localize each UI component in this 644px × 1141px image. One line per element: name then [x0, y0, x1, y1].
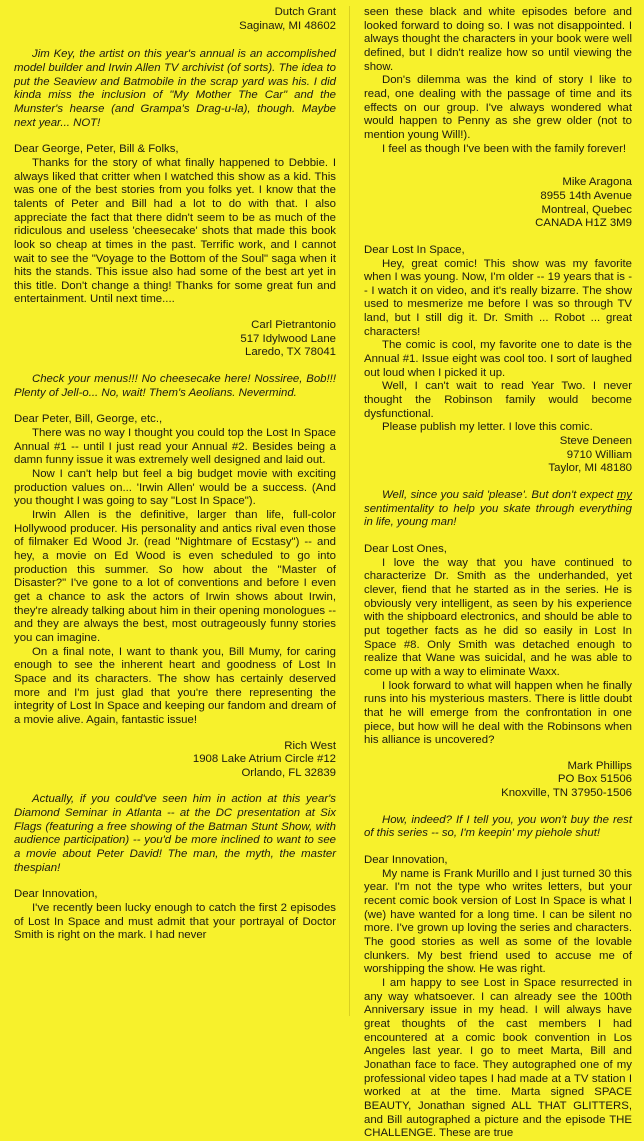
signature-address: Montreal, Quebec [541, 203, 632, 216]
editor-reply [364, 489, 632, 530]
editor-reply: Check your menus!!! No cheesecake here! Nossiree, Bob!!! Plenty of Jell-o... No, wait! Them's Aeolians. Nevermind. [14, 373, 336, 399]
letter-salutation: Dear Innovation, [14, 888, 98, 901]
letter-salutation: Dear Peter, Bill, George, etc., [14, 413, 163, 426]
signature-name: Mike Aragona [562, 176, 632, 189]
letter-paragraph: Don's dilemma was the kind of story I like to read, one dealing with the passage of time and its effects on our group. I've always wondered what would happen to Penny as she grew older (not to mention young Will!). [364, 74, 632, 141]
signature-dutch-grant [14, 6, 336, 33]
letter-salutation: Dear Innovation, [364, 854, 448, 867]
letter-paragraph: The comic is cool, my favorite one to date is the Annual #1. Issue eight was cool too. I sort of laughed out loud when I picked it up. [364, 339, 632, 379]
signature-address: 517 Idylwood Lane [240, 332, 336, 345]
letter-salutation: Dear Lost Ones, [364, 542, 447, 555]
letter-paragraph: There was no way I thought you could top the Lost In Space Annual #1 -- until I just read your Annual #2. Besides being a damn funny issue it was extremely well designed and laid out. [14, 427, 336, 467]
signature-name: Mark Phillips [567, 759, 632, 772]
signature-steve-deneen [364, 435, 632, 476]
letter-salutation: Dear Lost In Space, [364, 243, 465, 256]
letter-paragraph: Well, I can't wait to read Year Two. I never thought the Robinson family would become dysfunctional. [364, 380, 632, 420]
letter-paragraph: Irwin Allen is the definitive, larger than life, full-color Hollywood producer. His personality and antics rival even those of filmaker Ed Wood Jr. (read "Nightmare of Ecstasy") -- and hey, a movie on Ed Wood is even scheduled to go into production this summer. So how about the "Master of Disaster?" I've gone to a lot of conventions and before I even get a chance to ask the actors of Irwin shows about Irwin, they're already talking about him in their opening monologues -- and they are always the best, most outrageously funny stories you can imagine. [14, 509, 336, 644]
signature-carl-pietrantonio [14, 319, 336, 360]
letter-paragraph: I've recently been lucky enough to catch the first 2 episodes of Lost In Space and must admit that your portrayal of Doctor Smith is right on the mark. I had never [14, 902, 336, 942]
signature-name: Dutch Grant [274, 6, 336, 18]
letter-paragraph: My name is Frank Murillo and I just turned 30 this year. I'm not the type who writes letters, but your recent comic book version of Lost In Space is what I (we) have wanted for a long time. I can be silent no more. I've grown up loving the series and characters. The good stories as well as some of the lovable clunkers. My best friend used to accuse me of worshipping the show. He was right. [364, 867, 632, 976]
right-column [364, 6, 632, 1141]
letter-paragraph: On a final note, I want to thank you, Bill Mumy, for caring enough to see the inherent heart and goodness of Lost In Space and its characters. The show has certainly deserved more and I'm just glad that you're there representing the integrity of Lost In Space and keeping our fandom and dream of a movie alive. Again, fantastic issue! [14, 645, 336, 726]
letter-salutation: Dear George, Peter, Bill & Folks, [14, 143, 179, 156]
signature-address: Orlando, FL 32839 [241, 766, 336, 779]
reply-text: sentimentality to help you skate through everything in life, young man! [364, 502, 632, 529]
editor-reply: Actually, if you could've seen him in action at this year's Diamond Seminar in Atlanta -- at the DC presentation at Six Flags (featuring a free showing of the Batman Stunt Show, with audience participation) -- you'd be more inclined to want to see a movie about Peter David! The man, the myth, the master thespian! [14, 793, 336, 874]
signature-address: Taylor, MI 48180 [548, 462, 632, 475]
signature-name: Carl Pietrantonio [251, 319, 336, 332]
signature-mike-aragona [364, 176, 632, 231]
signature-rich-west [14, 740, 336, 781]
signature-address: CANADA H1Z 3M9 [535, 217, 632, 230]
signature-address: 8955 14th Avenue [540, 189, 632, 202]
editor-reply: Jim Key, the artist on this year's annual is an accomplished model builder and Irwin Allen TV archivist (of sorts). The idea to put the Seaview and Batmobile in the scrap yard was his. I did kinda miss the inclusion of "My Mother The Car" and the Munster's hearse (and Grampa's Drag-u-la), though. Maybe next year... NOT! [14, 48, 336, 129]
signature-address: Saginaw, MI 48602 [239, 19, 336, 32]
column-gutter [349, 6, 350, 1016]
letter-paragraph: Hey, great comic! This show was my favorite when I was young. Now, I'm older -- 19 years that is -- I watch it on video, and it's really bizarre. The show used to mesmerize me before I was so through TV land, but I still dig it. Dr. Smith ... Robot ... great characters! [364, 257, 632, 338]
left-column [14, 6, 336, 943]
letter-paragraph-continued: seen these black and white episodes before and looked forward to doing so. I was not disappointed. I always thought the characters in your book were well defined, but I didn't realize how so until viewing the show. [364, 6, 632, 73]
editor-reply: How, indeed? If I tell you, you won't buy the rest of this series -- so, I'm keepin' my piehole shut! [364, 813, 632, 840]
reply-underlined-word: my [616, 489, 632, 501]
letter-paragraph: Please publish my letter. I love this comic. [382, 421, 593, 434]
letter-paragraph: I love the way that you have continued to characterize Dr. Smith as the underhanded, yet clever, fiend that he started as in the series. He is obviously very intelligent, as seen by his experience with the shipboard electronics, and should be able to put together facts as he did so easily in Lost In Space #8. Only Smith was detached enough to realize that Wane was suicidal, and he was able to come up with a way to eliminate Waxx. [364, 556, 632, 678]
signature-address: Knoxville, TN 37950-1506 [501, 787, 632, 800]
reply-text: Well, since you said 'please'. But don't expect [382, 489, 617, 501]
signature-address: 1908 Lake Atrium Circle #12 [192, 753, 336, 766]
signature-name: Rich West [284, 739, 336, 752]
signature-mark-phillips [364, 760, 632, 801]
letter-paragraph: Now I can't help but feel a big budget movie with exciting production values on... 'Irwin Allen' would be a success. (And you thought I was going to say "Lost In Space"). [14, 468, 336, 508]
signature-address: Laredo, TX 78041 [245, 346, 336, 359]
letter-paragraph: I feel as though I've been with the family forever! [382, 142, 627, 155]
letter-paragraph: I am happy to see Lost in Space resurrected in any way whatsoever. I can already see the 100th Anniversary issue in my head. I will always have great thoughts of the cast members I had encountered at a comic book convention in Los Angeles last year. I go to meet Marta, Bill and Jonathan face to face. They autographed one of my professional video tapes I had made at a TV station I worked at at the time. Marta signed SPACE BEAUTY, Jonathan signed ALL THAT GLITTERS, and Bill autographed a picture and the episode THE CHALLENGE. These are true [364, 977, 632, 1140]
letter-paragraph: Thanks for the story of what finally happened to Debbie. I always liked that critter when I watched this show as a kid. This was one of the best stories from you folks yet. I know that the talents of Peter and Bill had a lot to do with that. I also appreciate the fact that there didn't seem to be as much of the ridiculous and useless 'cheesecake' shots that made this book look so cheap at times in the past. Terrific work, and I cannot wait to see the "Voyage to the Bottom of the Soul" saga when it hits the stands. This issue also had some of the best art yet in this title. Don't change a thing! Thanks for some great fun and entertainment. Until next time.... [14, 156, 336, 306]
letter-paragraph: I look forward to what will happen when he finally runs into his mysterious masters. There is little doubt that he will emerge from the confrontation in one piece, but how will he deal with the Robinsons when his alliance is uncovered? [364, 679, 632, 747]
signature-name: Steve Deneen [559, 435, 632, 448]
signature-address: 9710 William [566, 448, 632, 461]
signature-address: PO Box 51506 [557, 773, 632, 786]
